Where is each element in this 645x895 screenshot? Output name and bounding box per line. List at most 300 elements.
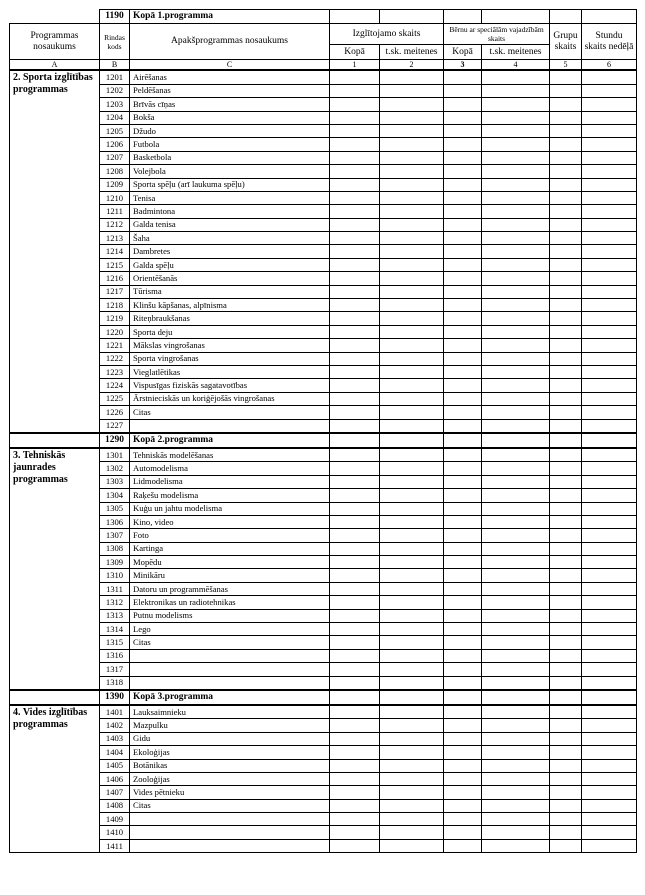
data-cell[interactable] xyxy=(444,272,482,285)
data-cell[interactable] xyxy=(582,719,637,732)
data-cell[interactable] xyxy=(582,124,637,137)
data-cell[interactable] xyxy=(330,690,380,705)
data-cell[interactable] xyxy=(550,205,582,218)
data-cell[interactable] xyxy=(582,406,637,419)
data-cell[interactable] xyxy=(380,636,444,649)
data-cell[interactable] xyxy=(330,70,380,84)
data-cell[interactable] xyxy=(550,813,582,826)
data-cell[interactable] xyxy=(380,649,444,662)
data-cell[interactable] xyxy=(482,165,550,178)
data-cell[interactable] xyxy=(444,419,482,433)
data-cell[interactable] xyxy=(482,772,550,785)
data-cell[interactable] xyxy=(482,556,550,569)
data-cell[interactable] xyxy=(380,623,444,636)
data-cell[interactable] xyxy=(482,312,550,325)
data-cell[interactable] xyxy=(330,502,380,515)
data-cell[interactable] xyxy=(380,542,444,555)
data-cell[interactable] xyxy=(330,462,380,475)
data-cell[interactable] xyxy=(550,98,582,111)
data-cell[interactable] xyxy=(550,462,582,475)
data-cell[interactable] xyxy=(380,245,444,258)
data-cell[interactable] xyxy=(550,556,582,569)
data-cell[interactable] xyxy=(330,272,380,285)
data-cell[interactable] xyxy=(482,515,550,528)
data-cell[interactable] xyxy=(582,732,637,745)
data-cell[interactable] xyxy=(482,124,550,137)
data-cell[interactable] xyxy=(330,299,380,312)
data-cell[interactable] xyxy=(444,582,482,595)
data-cell[interactable] xyxy=(550,191,582,204)
data-cell[interactable] xyxy=(444,515,482,528)
data-cell[interactable] xyxy=(444,218,482,231)
data-cell[interactable] xyxy=(444,352,482,365)
data-cell[interactable] xyxy=(444,433,482,448)
data-cell[interactable] xyxy=(330,676,380,690)
data-cell[interactable] xyxy=(482,786,550,799)
data-cell[interactable] xyxy=(582,379,637,392)
data-cell[interactable] xyxy=(482,649,550,662)
data-cell[interactable] xyxy=(444,124,482,137)
data-cell[interactable] xyxy=(550,272,582,285)
data-cell[interactable] xyxy=(330,339,380,352)
data-cell[interactable] xyxy=(482,475,550,488)
data-cell[interactable] xyxy=(330,392,380,405)
data-cell[interactable] xyxy=(482,111,550,124)
data-cell[interactable] xyxy=(482,138,550,151)
data-cell[interactable] xyxy=(482,759,550,772)
data-cell[interactable] xyxy=(550,475,582,488)
data-cell[interactable] xyxy=(330,232,380,245)
data-cell[interactable] xyxy=(482,98,550,111)
data-cell[interactable] xyxy=(330,379,380,392)
data-cell[interactable] xyxy=(550,285,582,298)
data-cell[interactable] xyxy=(550,379,582,392)
data-cell[interactable] xyxy=(482,719,550,732)
data-cell[interactable] xyxy=(444,705,482,719)
data-cell[interactable] xyxy=(482,232,550,245)
data-cell[interactable] xyxy=(582,786,637,799)
data-cell[interactable] xyxy=(380,826,444,839)
data-cell[interactable] xyxy=(550,746,582,759)
data-cell[interactable] xyxy=(582,232,637,245)
data-cell[interactable] xyxy=(380,676,444,690)
data-cell[interactable] xyxy=(444,719,482,732)
data-cell[interactable] xyxy=(482,529,550,542)
data-cell[interactable] xyxy=(550,676,582,690)
data-cell[interactable] xyxy=(482,839,550,852)
data-cell[interactable] xyxy=(444,623,482,636)
data-cell[interactable] xyxy=(444,462,482,475)
data-cell[interactable] xyxy=(444,232,482,245)
data-cell[interactable] xyxy=(550,165,582,178)
data-cell[interactable] xyxy=(380,392,444,405)
data-cell[interactable] xyxy=(482,218,550,231)
data-cell[interactable] xyxy=(444,299,482,312)
data-cell[interactable] xyxy=(582,111,637,124)
data-cell[interactable] xyxy=(380,70,444,84)
data-cell[interactable] xyxy=(444,258,482,271)
data-cell[interactable] xyxy=(550,312,582,325)
data-cell[interactable] xyxy=(330,475,380,488)
data-cell[interactable] xyxy=(550,719,582,732)
data-cell[interactable] xyxy=(582,759,637,772)
data-cell[interactable] xyxy=(330,98,380,111)
data-cell[interactable] xyxy=(444,649,482,662)
data-cell[interactable] xyxy=(482,151,550,164)
data-cell[interactable] xyxy=(330,529,380,542)
data-cell[interactable] xyxy=(582,433,637,448)
data-cell[interactable] xyxy=(444,529,482,542)
data-cell[interactable] xyxy=(444,151,482,164)
data-cell[interactable] xyxy=(380,178,444,191)
data-cell[interactable] xyxy=(380,799,444,812)
data-cell[interactable] xyxy=(444,191,482,204)
data-cell[interactable] xyxy=(444,475,482,488)
data-cell[interactable] xyxy=(550,325,582,338)
data-cell[interactable] xyxy=(582,178,637,191)
data-cell[interactable] xyxy=(380,759,444,772)
data-cell[interactable] xyxy=(444,365,482,378)
data-cell[interactable] xyxy=(550,352,582,365)
data-cell[interactable] xyxy=(482,339,550,352)
data-cell[interactable] xyxy=(380,258,444,271)
data-cell[interactable] xyxy=(482,325,550,338)
data-cell[interactable] xyxy=(582,285,637,298)
data-cell[interactable] xyxy=(380,379,444,392)
data-cell[interactable] xyxy=(330,839,380,852)
data-cell[interactable] xyxy=(380,515,444,528)
data-cell[interactable] xyxy=(330,191,380,204)
data-cell[interactable] xyxy=(330,542,380,555)
data-cell[interactable] xyxy=(550,232,582,245)
data-cell[interactable] xyxy=(380,556,444,569)
data-cell[interactable] xyxy=(330,569,380,582)
data-cell[interactable] xyxy=(380,165,444,178)
data-cell[interactable] xyxy=(444,746,482,759)
data-cell[interactable] xyxy=(582,515,637,528)
data-cell[interactable] xyxy=(330,285,380,298)
data-cell[interactable] xyxy=(444,636,482,649)
data-cell[interactable] xyxy=(582,813,637,826)
data-cell[interactable] xyxy=(482,623,550,636)
data-cell[interactable] xyxy=(444,839,482,852)
data-cell[interactable] xyxy=(444,489,482,502)
data-cell[interactable] xyxy=(582,151,637,164)
data-cell[interactable] xyxy=(582,475,637,488)
data-cell[interactable] xyxy=(444,799,482,812)
data-cell[interactable] xyxy=(444,690,482,705)
data-cell[interactable] xyxy=(330,419,380,433)
data-cell[interactable] xyxy=(550,339,582,352)
data-cell[interactable] xyxy=(482,365,550,378)
data-cell[interactable] xyxy=(582,352,637,365)
data-cell[interactable] xyxy=(582,325,637,338)
data-cell[interactable] xyxy=(330,245,380,258)
data-cell[interactable] xyxy=(380,609,444,622)
data-cell[interactable] xyxy=(380,433,444,448)
data-cell[interactable] xyxy=(380,839,444,852)
data-cell[interactable] xyxy=(444,826,482,839)
data-cell[interactable] xyxy=(582,258,637,271)
data-cell[interactable] xyxy=(482,582,550,595)
data-cell[interactable] xyxy=(330,84,380,97)
data-cell[interactable] xyxy=(550,663,582,676)
data-cell[interactable] xyxy=(444,406,482,419)
data-cell[interactable] xyxy=(444,165,482,178)
data-cell[interactable] xyxy=(444,759,482,772)
data-cell[interactable] xyxy=(550,623,582,636)
data-cell[interactable] xyxy=(582,609,637,622)
data-cell[interactable] xyxy=(482,826,550,839)
data-cell[interactable] xyxy=(444,111,482,124)
data-cell[interactable] xyxy=(582,623,637,636)
data-cell[interactable] xyxy=(444,84,482,97)
data-cell[interactable] xyxy=(444,70,482,84)
data-cell[interactable] xyxy=(550,70,582,84)
data-cell[interactable] xyxy=(330,609,380,622)
data-cell[interactable] xyxy=(550,542,582,555)
data-cell[interactable] xyxy=(330,178,380,191)
data-cell[interactable] xyxy=(330,813,380,826)
data-cell[interactable] xyxy=(380,84,444,97)
data-cell[interactable] xyxy=(550,299,582,312)
data-cell[interactable] xyxy=(330,596,380,609)
data-cell[interactable] xyxy=(550,151,582,164)
data-cell[interactable] xyxy=(380,529,444,542)
data-cell[interactable] xyxy=(482,406,550,419)
data-cell[interactable] xyxy=(582,582,637,595)
data-cell[interactable] xyxy=(550,111,582,124)
data-cell[interactable] xyxy=(582,299,637,312)
data-cell[interactable] xyxy=(582,365,637,378)
data-cell[interactable] xyxy=(482,690,550,705)
data-cell[interactable] xyxy=(550,759,582,772)
data-cell[interactable] xyxy=(550,569,582,582)
data-cell[interactable] xyxy=(582,529,637,542)
data-cell[interactable] xyxy=(330,732,380,745)
data-cell[interactable] xyxy=(550,609,582,622)
data-cell[interactable] xyxy=(444,813,482,826)
data-cell[interactable] xyxy=(380,475,444,488)
data-cell[interactable] xyxy=(444,663,482,676)
data-cell[interactable] xyxy=(482,191,550,204)
data-cell[interactable] xyxy=(380,124,444,137)
data-cell[interactable] xyxy=(444,609,482,622)
data-cell[interactable] xyxy=(444,569,482,582)
data-cell[interactable] xyxy=(550,245,582,258)
data-cell[interactable] xyxy=(330,325,380,338)
data-cell[interactable] xyxy=(582,165,637,178)
data-cell[interactable] xyxy=(330,786,380,799)
data-cell[interactable] xyxy=(380,502,444,515)
data-cell[interactable] xyxy=(380,569,444,582)
data-cell[interactable] xyxy=(380,462,444,475)
data-cell[interactable] xyxy=(380,272,444,285)
data-cell[interactable] xyxy=(330,448,380,462)
data-cell[interactable] xyxy=(550,178,582,191)
data-cell[interactable] xyxy=(380,339,444,352)
data-cell[interactable] xyxy=(582,839,637,852)
data-cell[interactable] xyxy=(582,462,637,475)
data-cell[interactable] xyxy=(380,705,444,719)
data-cell[interactable] xyxy=(380,218,444,231)
data-cell[interactable] xyxy=(330,663,380,676)
data-cell[interactable] xyxy=(550,392,582,405)
data-cell[interactable] xyxy=(582,98,637,111)
data-cell[interactable] xyxy=(380,312,444,325)
data-cell[interactable] xyxy=(330,489,380,502)
data-cell[interactable] xyxy=(330,705,380,719)
data-cell[interactable] xyxy=(582,772,637,785)
data-cell[interactable] xyxy=(380,138,444,151)
data-cell[interactable] xyxy=(482,205,550,218)
data-cell[interactable] xyxy=(482,799,550,812)
data-cell[interactable] xyxy=(330,218,380,231)
data-cell[interactable] xyxy=(482,392,550,405)
data-cell[interactable] xyxy=(582,649,637,662)
data-cell[interactable] xyxy=(482,70,550,84)
data-cell[interactable] xyxy=(550,596,582,609)
data-cell[interactable] xyxy=(582,339,637,352)
data-cell[interactable] xyxy=(582,502,637,515)
data-cell[interactable] xyxy=(380,299,444,312)
data-cell[interactable] xyxy=(380,663,444,676)
data-cell[interactable] xyxy=(582,746,637,759)
data-cell[interactable] xyxy=(550,433,582,448)
data-cell[interactable] xyxy=(582,663,637,676)
data-cell[interactable] xyxy=(330,352,380,365)
data-cell[interactable] xyxy=(482,462,550,475)
data-cell[interactable] xyxy=(582,826,637,839)
data-cell[interactable] xyxy=(444,772,482,785)
data-cell[interactable] xyxy=(330,165,380,178)
data-cell[interactable] xyxy=(380,232,444,245)
data-cell[interactable] xyxy=(330,365,380,378)
data-cell[interactable] xyxy=(482,542,550,555)
data-cell[interactable] xyxy=(482,285,550,298)
data-cell[interactable] xyxy=(550,502,582,515)
data-cell[interactable] xyxy=(550,772,582,785)
data-cell[interactable] xyxy=(550,636,582,649)
data-cell[interactable] xyxy=(482,813,550,826)
data-cell[interactable] xyxy=(582,84,637,97)
data-cell[interactable] xyxy=(482,676,550,690)
data-cell[interactable] xyxy=(330,772,380,785)
data-cell[interactable] xyxy=(582,690,637,705)
data-cell[interactable] xyxy=(550,649,582,662)
data-cell[interactable] xyxy=(582,596,637,609)
data-cell[interactable] xyxy=(482,272,550,285)
data-cell[interactable] xyxy=(482,609,550,622)
data-cell[interactable] xyxy=(582,392,637,405)
data-cell[interactable] xyxy=(482,705,550,719)
data-cell[interactable] xyxy=(582,542,637,555)
data-cell[interactable] xyxy=(482,569,550,582)
data-cell[interactable] xyxy=(550,84,582,97)
data-cell[interactable] xyxy=(482,352,550,365)
data-cell[interactable] xyxy=(582,138,637,151)
data-cell[interactable] xyxy=(582,205,637,218)
data-cell[interactable] xyxy=(482,178,550,191)
data-cell[interactable] xyxy=(550,489,582,502)
data-cell[interactable] xyxy=(550,406,582,419)
data-cell[interactable] xyxy=(444,138,482,151)
data-cell[interactable] xyxy=(582,569,637,582)
data-cell[interactable] xyxy=(444,312,482,325)
data-cell[interactable] xyxy=(380,205,444,218)
data-cell[interactable] xyxy=(582,705,637,719)
data-cell[interactable] xyxy=(582,556,637,569)
data-cell[interactable] xyxy=(380,365,444,378)
data-cell[interactable] xyxy=(330,124,380,137)
data-cell[interactable] xyxy=(550,786,582,799)
data-cell[interactable] xyxy=(482,596,550,609)
data-cell[interactable] xyxy=(444,392,482,405)
data-cell[interactable] xyxy=(482,419,550,433)
data-cell[interactable] xyxy=(550,138,582,151)
data-cell[interactable] xyxy=(444,542,482,555)
data-cell[interactable] xyxy=(380,151,444,164)
data-cell[interactable] xyxy=(330,649,380,662)
data-cell[interactable] xyxy=(444,502,482,515)
data-cell[interactable] xyxy=(330,205,380,218)
data-cell[interactable] xyxy=(582,312,637,325)
data-cell[interactable] xyxy=(330,719,380,732)
data-cell[interactable] xyxy=(582,676,637,690)
data-cell[interactable] xyxy=(444,448,482,462)
data-cell[interactable] xyxy=(582,245,637,258)
data-cell[interactable] xyxy=(380,98,444,111)
data-cell[interactable] xyxy=(482,258,550,271)
data-cell[interactable] xyxy=(380,786,444,799)
data-cell[interactable] xyxy=(444,596,482,609)
data-cell[interactable] xyxy=(482,663,550,676)
data-cell[interactable] xyxy=(550,365,582,378)
data-cell[interactable] xyxy=(482,84,550,97)
data-cell[interactable] xyxy=(380,746,444,759)
data-cell[interactable] xyxy=(582,70,637,84)
data-cell[interactable] xyxy=(330,312,380,325)
data-cell[interactable] xyxy=(582,272,637,285)
data-cell[interactable] xyxy=(380,813,444,826)
data-cell[interactable] xyxy=(550,732,582,745)
data-cell[interactable] xyxy=(482,732,550,745)
data-cell[interactable] xyxy=(380,285,444,298)
data-cell[interactable] xyxy=(380,690,444,705)
data-cell[interactable] xyxy=(444,676,482,690)
data-cell[interactable] xyxy=(444,205,482,218)
data-cell[interactable] xyxy=(482,299,550,312)
data-cell[interactable] xyxy=(550,690,582,705)
data-cell[interactable] xyxy=(482,746,550,759)
data-cell[interactable] xyxy=(330,636,380,649)
data-cell[interactable] xyxy=(482,379,550,392)
data-cell[interactable] xyxy=(330,138,380,151)
data-cell[interactable] xyxy=(444,786,482,799)
data-cell[interactable] xyxy=(582,636,637,649)
data-cell[interactable] xyxy=(550,705,582,719)
data-cell[interactable] xyxy=(550,124,582,137)
data-cell[interactable] xyxy=(330,406,380,419)
data-cell[interactable] xyxy=(444,732,482,745)
data-cell[interactable] xyxy=(550,529,582,542)
data-cell[interactable] xyxy=(582,799,637,812)
data-cell[interactable] xyxy=(380,406,444,419)
data-cell[interactable] xyxy=(380,596,444,609)
data-cell[interactable] xyxy=(330,582,380,595)
data-cell[interactable] xyxy=(550,839,582,852)
data-cell[interactable] xyxy=(330,433,380,448)
